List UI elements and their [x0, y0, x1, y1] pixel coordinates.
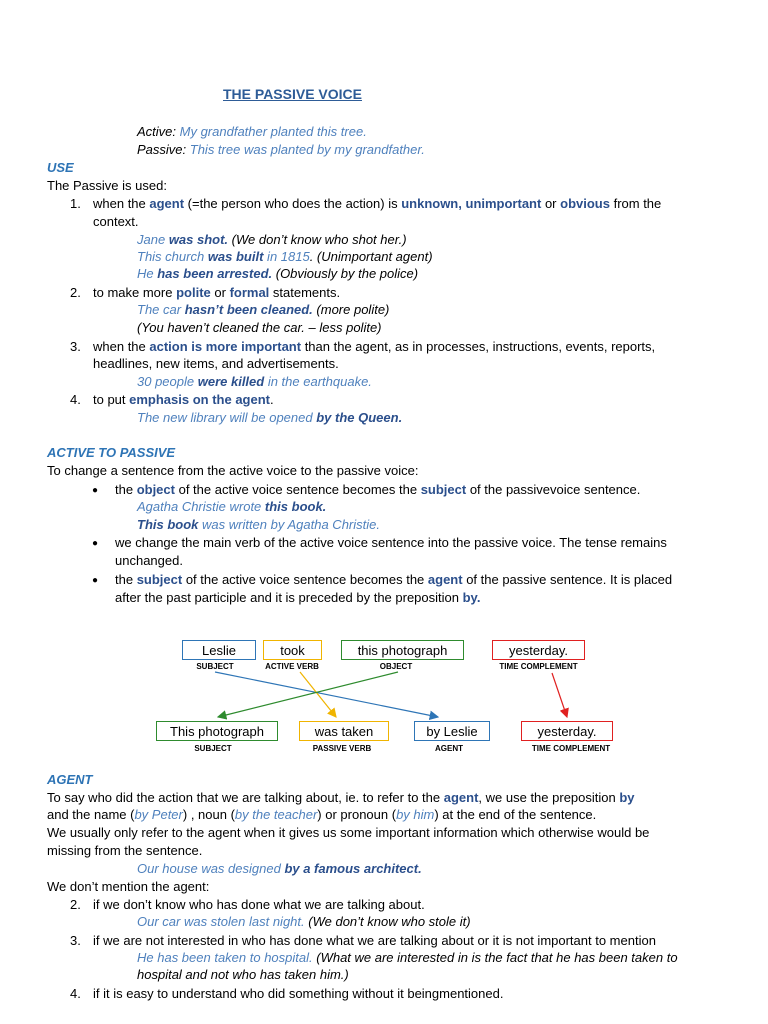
example: Jane was shot. (We don’t know who shot her.)	[137, 232, 407, 247]
active-to-passive-lead: To change a sentence from the active voice to the passive voice:	[47, 463, 419, 478]
caption-object: OBJECT	[379, 662, 413, 671]
page-title: THE PASSIVE VOICE	[223, 86, 362, 102]
agent-paragraph-line2: and the name (by Peter) , noun (by the teacher) or pronoun (by him) at the end of the sentence.	[47, 807, 597, 822]
agent-paragraph-line4: missing from the sentence.	[47, 843, 203, 858]
use-heading: USE	[47, 160, 74, 175]
example: 30 people were killed in the earthquake.	[137, 374, 372, 389]
use-item-2: to make more polite or formal statements.	[93, 285, 341, 300]
bullet-icon: ●	[92, 575, 99, 586]
caption-time: TIME COMPLEMENT	[531, 744, 611, 753]
caption-active-verb: ACTIVE VERB	[265, 662, 319, 671]
box-top-subject: Leslie	[182, 640, 256, 660]
box-bottom-subject: This photograph	[156, 721, 278, 741]
list-number: 3.	[70, 933, 81, 948]
agent-paragraph-line1: To say who did the action that we are talking about, ie. to refer to the agent, we use the preposition by	[47, 790, 635, 805]
agent-heading: AGENT	[47, 772, 93, 787]
example: Agatha Christie wrote this book.	[137, 499, 327, 514]
example: The car hasn’t been cleaned. (more polite)	[137, 302, 390, 317]
use-item-1-line2: context.	[93, 214, 139, 229]
box-bottom-verb: was taken	[299, 721, 389, 741]
list-number: 2.	[70, 897, 81, 912]
caption-subject: SUBJECT	[194, 744, 232, 753]
arrow-subject-to-agent	[215, 672, 438, 717]
use-item-3-line2: headlines, new items, and advertisements.	[93, 356, 339, 371]
use-lead: The Passive is used:	[47, 178, 167, 193]
bullet-item-3-line2: after the past participle and it is preceded by the preposition by.	[115, 590, 481, 605]
example: This book was written by Agatha Christie.	[137, 517, 380, 532]
agent-paragraph-line3: We usually only refer to the agent when it gives us some important information which otherwise would be	[47, 825, 650, 840]
example: hospital and not who has taken him.)	[137, 967, 349, 982]
list-number: 2.	[70, 285, 81, 300]
example: Our car was stolen last night. (We don’t know who stole it)	[137, 914, 471, 929]
example: He has been arrested. (Obviously by the police)	[137, 266, 419, 281]
bullet-item-2-line2: unchanged.	[115, 553, 183, 568]
list-number: 4.	[70, 986, 81, 1001]
use-item-3: when the action is more important than the agent, as in processes, instructions, events, reports,	[93, 339, 656, 354]
intro-passive: Passive: This tree was planted by my grandfather.	[137, 142, 425, 157]
active-to-passive-heading: ACTIVE TO PASSIVE	[47, 445, 176, 460]
caption-time: TIME COMPLEMENT	[499, 662, 578, 671]
bullet-icon: ●	[92, 538, 99, 549]
bullet-item-3: the subject of the active voice sentence becomes the agent of the passive sentence. It is placed	[115, 572, 673, 587]
example: Our house was designed by a famous architect.	[137, 861, 422, 876]
intro-active: Active: My grandfather planted this tree.	[137, 124, 367, 139]
example: The new library will be opened by the Queen.	[137, 410, 403, 425]
arrow-object-to-subject	[218, 672, 398, 717]
box-bottom-time: yesterday.	[521, 721, 613, 741]
example: This church was built in 1815. (Unimportant agent)	[137, 249, 433, 264]
example: He has been taken to hospital. (What we are interested in is the fact that he has been taken to	[137, 950, 678, 965]
agent-item-4: if it is easy to understand who did something without it beingmentioned.	[93, 986, 504, 1001]
box-top-object: this photograph	[341, 640, 464, 660]
arrow-time	[552, 673, 567, 717]
caption-passive-verb: PASSIVE VERB	[312, 744, 372, 753]
box-bottom-agent: by Leslie	[414, 721, 490, 741]
agent-item-3: if we are not interested in who has done what we are talking about or it is not important to mention	[93, 933, 656, 948]
bullet-item-2: we change the main verb of the active voice sentence into the passive voice. The tense remains	[115, 535, 667, 550]
box-top-time: yesterday.	[492, 640, 585, 660]
list-number: 4.	[70, 392, 81, 407]
caption-subject: SUBJECT	[196, 662, 234, 671]
list-number: 3.	[70, 339, 81, 354]
bullet-icon: ●	[92, 485, 99, 496]
box-top-verb: took	[263, 640, 322, 660]
bullet-item-1: the object of the active voice sentence becomes the subject of the passivevoice sentence.	[115, 482, 641, 497]
caption-agent: AGENT	[435, 744, 463, 753]
agent-paragraph-line5: We don’t mention the agent:	[47, 879, 210, 894]
example: (You haven’t cleaned the car. – less polite)	[137, 320, 382, 335]
agent-item-2: if we don’t know who has done what we are talking about.	[93, 897, 425, 912]
use-item-1: when the agent (=the person who does the action) is unknown, unimportant or obvious from the	[93, 196, 662, 211]
arrow-verb	[300, 672, 336, 717]
list-number: 1.	[70, 196, 81, 211]
use-item-4: to put emphasis on the agent.	[93, 392, 274, 407]
